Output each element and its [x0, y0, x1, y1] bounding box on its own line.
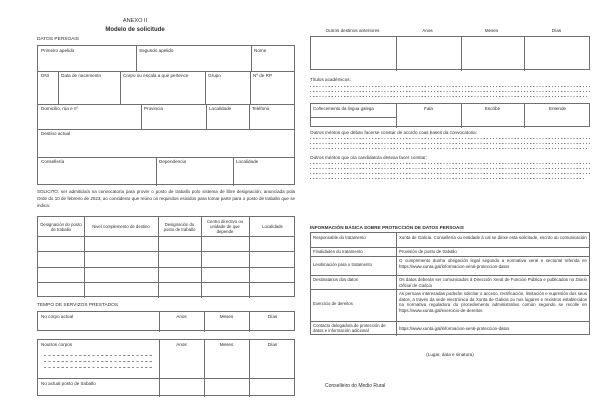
dotted-writing-line	[310, 148, 588, 149]
field-no-corpo-actual: No corpo actual	[41, 314, 74, 319]
protection-row-value-text: Os datos deberán ser comunicados á Dirección Xeral de Función Pública e publicados no	[399, 277, 576, 282]
grid-line	[156, 157, 157, 186]
field-dependencia: Dependencia	[159, 159, 187, 164]
field-meritos-candidato: Outros méritos que o/a candidato/a desexa facer constar:	[310, 155, 427, 160]
grid-line	[524, 37, 525, 71]
datos-persoais-table	[37, 45, 295, 185]
grid-line	[38, 378, 294, 379]
grid-line	[141, 104, 142, 129]
grid-line	[396, 37, 397, 71]
field-meritos-bases: Outros méritos que deban facerse constar de acordo coas bases da convocatoria:	[310, 130, 478, 135]
tempo-corpo-actual-table	[37, 311, 295, 331]
protection-row-label: Finalidades do tratamento	[313, 249, 363, 254]
grid-line	[38, 104, 294, 105]
grid-line	[58, 71, 59, 104]
field-localidade: Localidade	[209, 106, 232, 111]
col-entende: Entende	[548, 106, 567, 111]
field-destino-actual: Destino actual	[41, 131, 71, 136]
grid-line	[205, 71, 206, 104]
col-meses: Meses	[219, 314, 234, 319]
grid-line	[250, 71, 251, 104]
field-titulos-academicos: Títulos académicos:	[310, 77, 351, 82]
field-grupo: Grupo	[208, 73, 221, 78]
col-dias: Días	[267, 314, 278, 319]
protection-row-value-italic: Diario Oficial de Galicia	[399, 277, 587, 288]
grid-line	[38, 267, 294, 268]
proteccion-datos-table	[310, 232, 590, 335]
grid-line	[233, 157, 234, 186]
field-localidade-2: Localidade	[236, 159, 259, 164]
protection-row-value: O cumprimento dunha obrigación legal segundo a normativa xeral e sectorial referida en https://www.xunta.gal/informacion-xeral-proteccion-datos	[399, 258, 587, 269]
lingua-galega-table	[310, 103, 590, 127]
protection-row-label: Responsable do tratamento	[313, 235, 366, 240]
grid-line	[251, 46, 252, 71]
page-title-modelo: Modelo de solicitude	[105, 27, 165, 33]
col-fala: Fala	[424, 106, 433, 111]
outros-destinos-table	[310, 36, 590, 70]
field-conselleria: Consellería	[41, 159, 65, 164]
col-meses: Meses	[219, 342, 234, 347]
dashed-writing-line	[44, 355, 152, 356]
field-data-nacemento: Data de nacemento	[61, 73, 102, 78]
grid-line	[38, 71, 294, 72]
col-anos: Anos	[176, 342, 187, 347]
grid-line	[38, 282, 294, 283]
field-noutros-corpos: Noutros corpos	[41, 342, 73, 347]
posto-header-designacion: Designación do posto de traballo	[40, 221, 82, 232]
posto-header-nivel: Nivel complemento de destino	[92, 224, 150, 229]
grid-line	[311, 321, 589, 322]
col-anos: Anos	[176, 314, 187, 319]
protection-row-value	[399, 277, 587, 288]
dashed-writing-line	[44, 361, 152, 362]
grid-line	[136, 46, 137, 71]
dotted-writing-line	[310, 168, 590, 169]
protection-row-label: Contacto delegado/a de protección de datos e información adicional	[313, 323, 386, 334]
grid-line	[120, 71, 121, 104]
col-meses: Meses	[484, 28, 499, 33]
section-datos-persoais: DATOS PERSOAIS	[37, 37, 79, 42]
grid-line	[249, 104, 250, 129]
dotted-writing-line	[310, 163, 590, 164]
col-outros-destinos: Outros destinos anteriores	[325, 28, 380, 33]
field-nome: Nome	[254, 48, 267, 53]
signature-note: (Lugar, data e sinatura)	[426, 352, 474, 357]
field-corpo-escala: Corpo ou escala a que pertence	[123, 73, 189, 78]
grid-line	[38, 129, 294, 130]
posto-traballo-table	[37, 216, 295, 297]
grid-line	[311, 275, 589, 276]
grid-line	[38, 236, 294, 237]
protection-row-value: https://www.xunta.gal/informacion-xeral-proteccion-datos	[399, 326, 510, 331]
posto-header-designacion-2: Designación do posto de traballo	[163, 221, 196, 232]
field-provincia: Provincia	[144, 106, 163, 111]
dotted-writing-line	[310, 178, 586, 179]
dotted-writing-line	[310, 91, 590, 92]
field-primeiro-apelido: Primeiro apelido	[41, 48, 75, 53]
grid-line	[461, 37, 462, 71]
protection-row-label: Destinatarios dos datos	[313, 277, 358, 282]
grid-line	[311, 247, 589, 248]
col-dias: Días	[267, 342, 278, 347]
dashed-writing-line	[44, 367, 152, 368]
tempo-noutros-corpos-table	[37, 339, 295, 396]
grid-line	[206, 104, 207, 129]
grid-line	[311, 117, 396, 118]
protection-row-label: Lexitimación para o tratamento	[313, 262, 372, 267]
grid-line	[159, 340, 160, 397]
field-segundo-apelido: Segundo apelido	[139, 48, 174, 53]
field-num-rp: Nº de RP	[253, 73, 273, 78]
protection-row-label: Exercicio de dereitos	[313, 301, 353, 306]
field-dni: DNI	[41, 73, 49, 78]
grid-line	[311, 289, 589, 290]
page-title-anexo: ANEXO II	[122, 18, 148, 24]
dotted-writing-line	[310, 96, 588, 97]
col-dias: Días	[551, 28, 562, 33]
dotted-writing-line	[310, 138, 590, 139]
section-tempo-servizos: TEMPO DE SERVIZOS PRESTADOS	[37, 303, 119, 308]
dotted-writing-line	[310, 143, 590, 144]
grid-line	[38, 251, 294, 252]
solicito-paragraph: SOLICITO: ser admitido/a na convocatoria para prover o posto de traballo polo sistema de libre designación, anunciada pola Orde do 10 de febreiro de 2023, ao considerar que reúno os requisitos esixidos para tomar parte para o posto de traballo que se indica:	[37, 189, 295, 208]
grid-line	[204, 340, 205, 397]
protection-row-value: Provisión de posto de traballo	[399, 249, 457, 254]
grid-line	[311, 256, 589, 257]
field-lingua-galega: Coñecemento da lingua galega	[313, 106, 374, 111]
addressee: Conselleiro do Medio Rural	[325, 383, 386, 389]
protection-row-value: Xunta de Galicia. Consellería ou entidade á cal se dirixe esta solicitude, escrito ou comunicación	[399, 234, 587, 240]
col-escribe: Escribe	[484, 106, 501, 111]
posto-header-centro: Centro directivo ou unidade de que depende	[206, 219, 244, 234]
col-anos: Anos	[422, 28, 433, 33]
section-proteccion-datos: INFORMACIÓN BÁSICA SOBRE PROTECCIÓN DE DATOS PERSOAIS	[310, 225, 464, 230]
field-telefono: Teléfono	[252, 106, 270, 111]
grid-line	[38, 157, 294, 158]
dotted-writing-line	[310, 86, 590, 87]
field-domicilio: Domicilio, rúa e nº	[41, 106, 79, 111]
protection-row-value: As persoas interesadas poderán solicitar o acceso, rectificación, limitación e supresión dos seus datos, a través da sede electrónica da Xunta de Galicia ou nos lugares e rexistros establecidos na normativa reguladora do procedemento administrativo común segundo se recolle en https://www.xunta.gal/exercicio-de-dereitos	[399, 291, 587, 314]
grid-line	[249, 340, 250, 397]
field-no-actual-posto: No actual posto de traballo	[41, 381, 96, 386]
dotted-writing-line	[310, 173, 590, 174]
posto-header-localidade: Localidade	[262, 224, 283, 229]
